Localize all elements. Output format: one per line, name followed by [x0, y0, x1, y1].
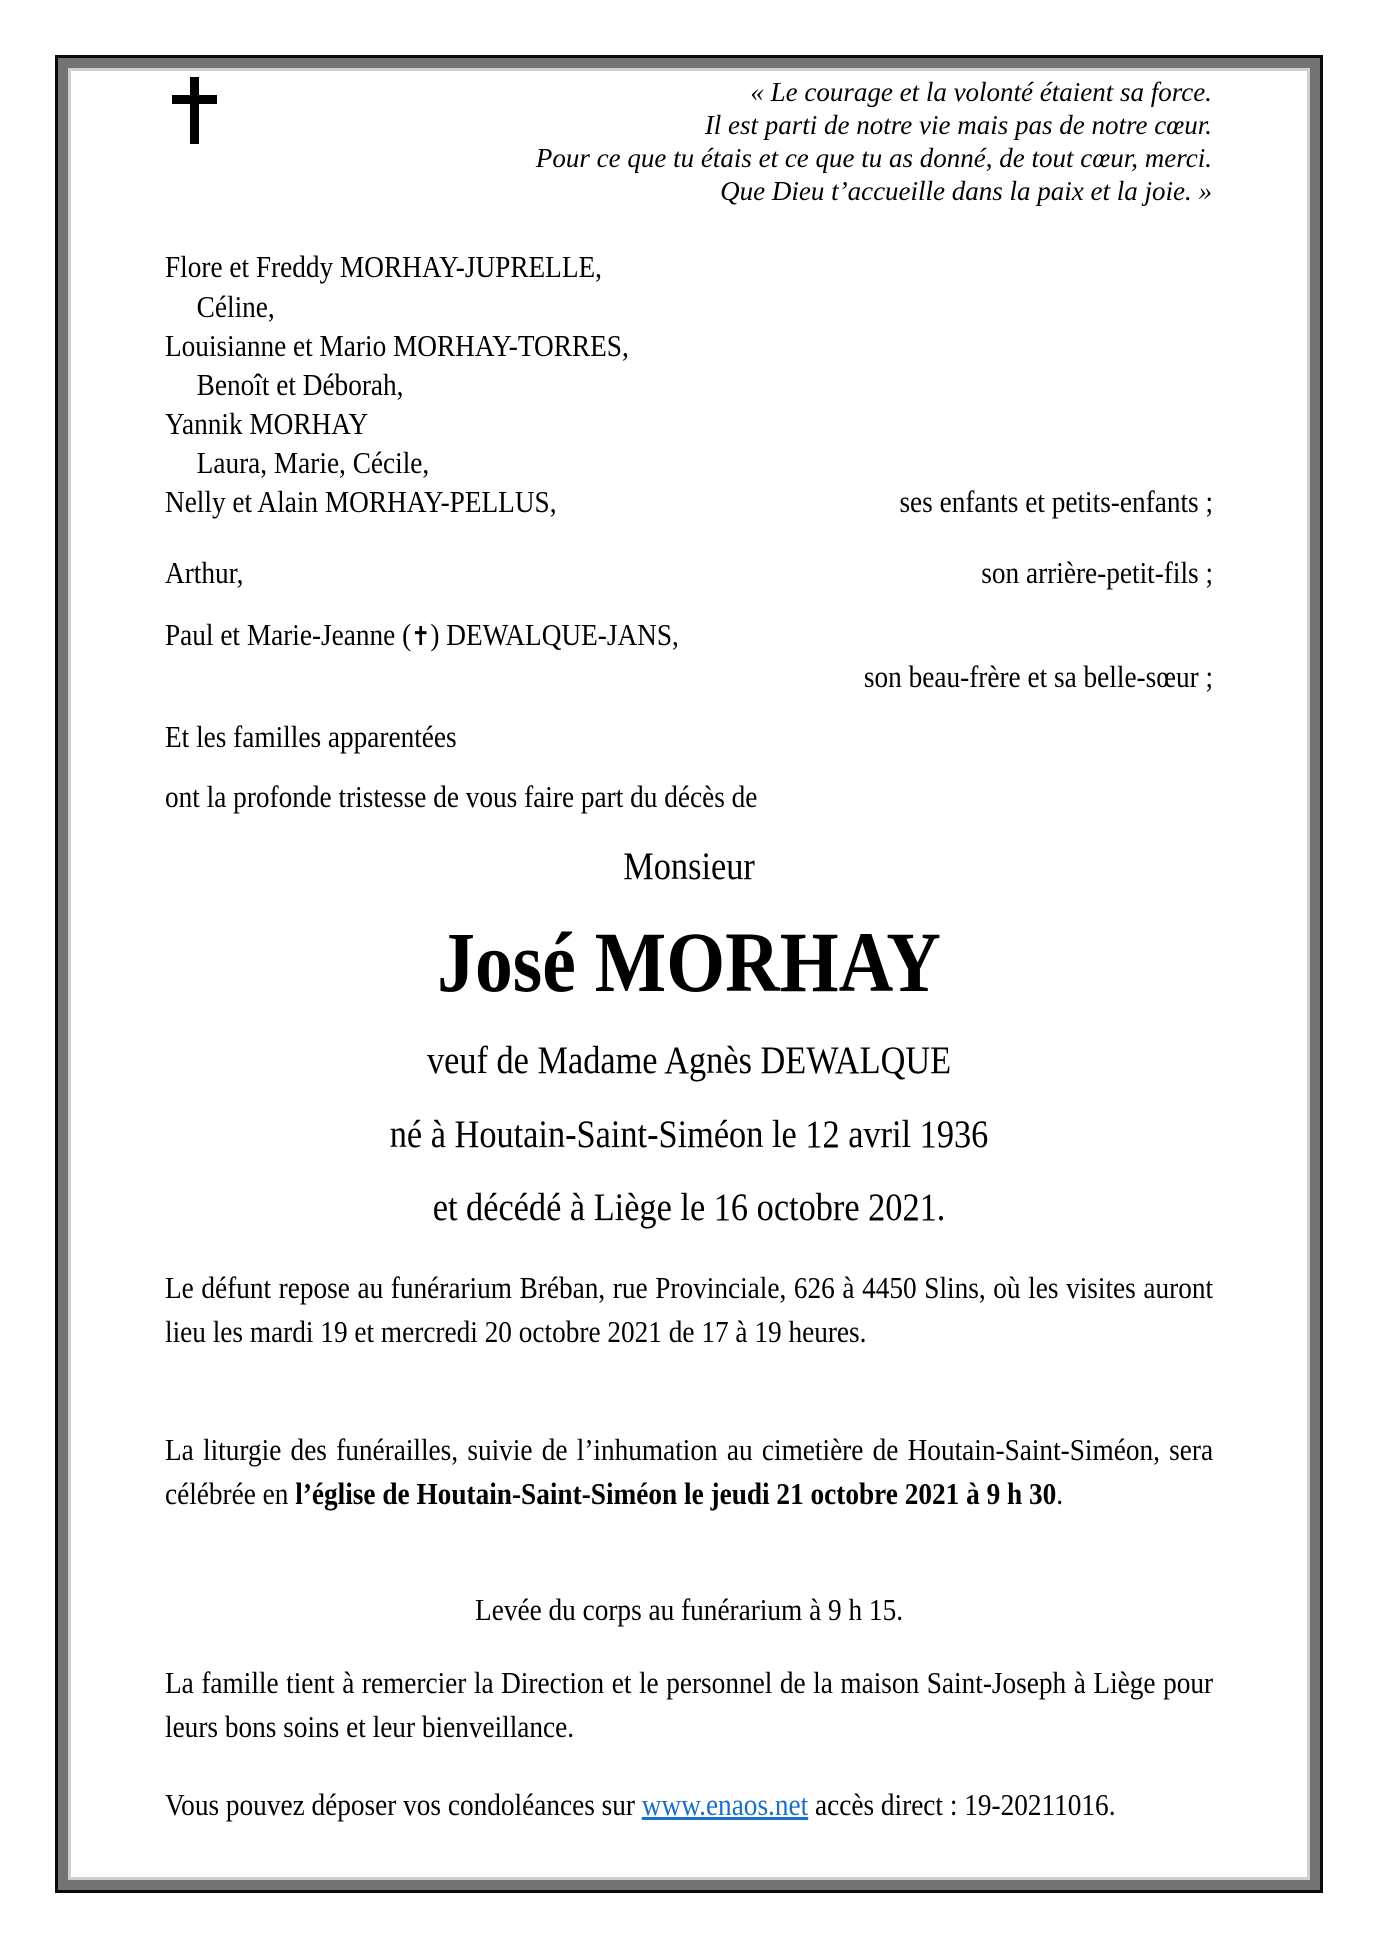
- notice-body: [165, 0, 1213, 1949]
- deceased-name: José MORHAY: [437, 914, 941, 1010]
- dagger-icon: ✝: [411, 622, 431, 652]
- thanks-paragraph: La famille tient à remercier la Direction et le personnel de la maison Saint-Joseph à Liège pour leurs bons soins et leur bienveillance.: [165, 1665, 1214, 1744]
- family-line: Benoît et Déborah,: [196, 367, 404, 402]
- related-families: Et les familles apparentées: [165, 719, 457, 754]
- family-line: Yannik MORHAY: [165, 406, 369, 441]
- family-line: Céline,: [196, 289, 275, 324]
- family-relation: son arrière-petit-fils ;: [981, 555, 1214, 590]
- quote-line: Il est parti de notre vie mais pas de notre cœur.: [704, 110, 1212, 140]
- quote-line: Que Dieu t’accueille dans la paix et la joie. »: [720, 176, 1212, 206]
- death-line: et décédé à Liège le 16 octobre 2021.: [432, 1186, 946, 1229]
- condolences-prefix: Vous pouvez déposer vos condoléances sur: [165, 1787, 642, 1822]
- family-line: Laura, Marie, Cécile,: [196, 445, 430, 480]
- deceased-title: Monsieur: [623, 845, 755, 888]
- family-relation: ses enfants et petits-enfants ;: [899, 484, 1214, 519]
- quote-line: « Le courage et la volonté étaient sa force.: [750, 77, 1212, 107]
- liturgy-paragraph: [165, 1428, 1213, 1515]
- condolences-suffix: accès direct : 19-20211016.: [808, 1787, 1116, 1822]
- birth-line: né à Houtain-Saint-Siméon le 12 avril 1936: [389, 1113, 989, 1156]
- procession-line: Levée du corps au funérarium à 9 h 15.: [475, 1592, 904, 1627]
- family-line: Flore et Freddy MORHAY-JUPRELLE,: [165, 249, 602, 284]
- liturgy-bold: l’église de Houtain-Saint-Siméon le jeudi 21 octobre 2021 à 9 h 30: [295, 1475, 1057, 1511]
- announcement: ont la profonde tristesse de vous faire part du décès de: [165, 779, 758, 814]
- great-grandchild: Arthur,: [165, 555, 244, 590]
- condolences-link[interactable]: www.enaos.net: [641, 1787, 809, 1822]
- inlaws-suffix: ) DEWALQUE-JANS,: [430, 617, 679, 652]
- liturgy-end: .: [1056, 1475, 1064, 1511]
- visitation-paragraph: Le défunt repose au funérarium Bréban, rue Provinciale, 626 à 4450 Slins, où les visites auront lieu les mardi 19 et mercredi 20 octobre 2021 de 17 à 19 heures.: [165, 1270, 1214, 1349]
- widower-line: veuf de Madame Agnès DEWALQUE: [426, 1039, 952, 1082]
- family-line: Louisianne et Mario MORHAY-TORRES,: [165, 328, 629, 363]
- condolences-paragraph: [165, 1783, 1213, 1827]
- family-line: Nelly et Alain MORHAY-PELLUS,: [165, 484, 557, 519]
- quote-line: Pour ce que tu étais et ce que tu as donné, de tout cœur, merci.: [535, 143, 1212, 173]
- inlaws-line: [165, 615, 679, 657]
- liturgy-text: La liturgie des funérailles, suivie de l’inhumation au cimetière de Houtain-Saint-Siméon, sera célébrée en: [165, 1432, 1214, 1511]
- family-relation: son beau-frère et sa belle-sœur ;: [863, 659, 1214, 694]
- inlaws-prefix: Paul et Marie-Jeanne (: [165, 617, 412, 652]
